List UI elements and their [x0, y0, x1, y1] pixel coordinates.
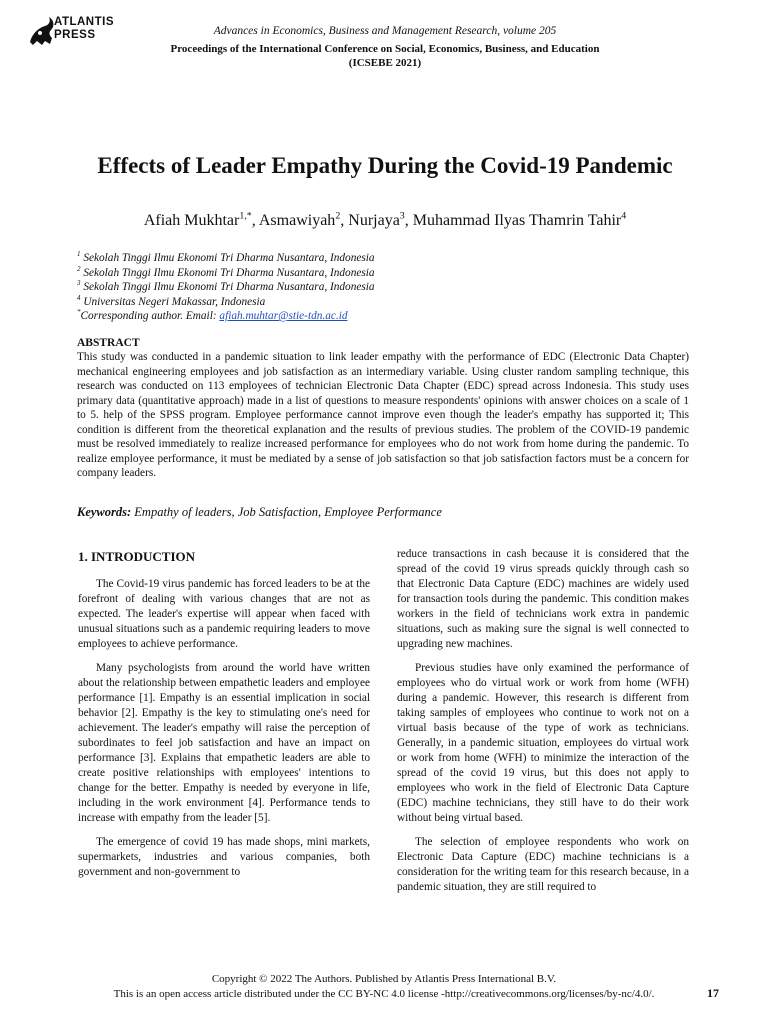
- affiliation-text: Sekolah Tinggi Ilmu Ekonomi Tri Dharma Nusantara, Indonesia: [83, 266, 375, 279]
- journal-name: Advances in Economics, Business and Management Research, volume 205: [213, 25, 557, 37]
- affiliation-mark: 2: [77, 264, 81, 273]
- paragraph: The selection of employee respondents who work on Electronic Data Capture (EDC) machine technicians is a consideration for the writing team for this research because, in a pandemic situation, they are still required to: [397, 836, 689, 893]
- author-separator: ,: [251, 212, 259, 229]
- abstract-text: This study was conducted in a pandemic situation to link leader empathy with the performance of EDC (Electronic Data Chapter) mechanical engineering employees and job satisfaction as an intermediary variable. Using cluster random sampling technique, this research was conducted on 113 employees of technician Electronic Data Chapter (EDC) spread across Indonesia. This study uses primary data (quantitative approach) made in a list of questions to measure respondents' opinions with answer choices on a scale of 1 to 5. help of the SPSS program. Employee performance cannot improve even though the leader's empathy has supported it; This condition is different from the theoretical explanation and the results of previous studies. The problem of the COVID-19 pandemic must be resolved immediately to realize increased performance for employees who do not work from home during the pandemic. To realize employee performance, it must be mediated by a sense of job satisfaction so that job satisfaction factors must be a concern for company leaders.: [77, 351, 689, 479]
- affiliation-text: Sekolah Tinggi Ilmu Ekonomi Tri Dharma Nusantara, Indonesia: [83, 252, 375, 264]
- keywords-text: Empathy of leaders, Job Satisfaction, Employee Performance: [131, 505, 442, 519]
- author-name: Muhammad Ilyas Thamrin Tahir: [412, 212, 622, 229]
- logo-text: [54, 16, 114, 42]
- affiliation-mark: 3: [77, 279, 81, 288]
- affiliation-mark: 1: [77, 250, 81, 259]
- corresponding-author: [77, 309, 375, 324]
- corresponding-mark: *: [77, 308, 81, 317]
- author-list: [40, 212, 730, 230]
- paragraph: Many psychologists from around the world have written about the relationship between empathetic leaders and employee performance [1]. Empathy is an essential implication in social behavior [2]. Empathy is the key to stimulating one's need for achievement. The leader's empathy will raise the perception of subordinates to feel job satisfaction and have an impact on performance [3]. Explains that empathetic leaders are able to create positive relationships with employees' intentions to change for the better. Empathy is needed by everyone in life, including in the work environment [4]. Performance tends to increase with empathy from the leader [5].: [78, 662, 370, 824]
- keywords: [77, 505, 442, 520]
- author-name: Asmawiyah: [258, 212, 336, 229]
- affiliation-item: [77, 295, 375, 310]
- page-footer: [60, 972, 708, 1001]
- author-separator: ,: [404, 212, 413, 229]
- keywords-label: Keywords:: [77, 505, 132, 519]
- proceedings-title: Proceedings of the International Conference on Social, Economics, Business, and Education (ICSEBE 2021): [170, 43, 600, 69]
- body-column-left: [78, 547, 370, 889]
- author-affil-mark: 4: [621, 210, 627, 222]
- logo-line-1: ATLANTIS: [54, 16, 115, 28]
- abstract-heading: ABSTRACT: [77, 337, 140, 349]
- paper-title: Effects of Leader Empathy During the Covid-19 Pandemic: [97, 153, 673, 178]
- corresponding-email-link[interactable]: afiah.muhtar@stie-tdn.ac.id: [219, 310, 348, 322]
- paragraph: The emergence of covid 19 has made shops, mini markets, supermarkets, industries and various companies, both government and non-government to: [78, 836, 370, 878]
- author-affil-mark: 2: [335, 210, 341, 222]
- corresponding-label: Corresponding author. Email:: [80, 310, 220, 322]
- affiliation-item: [77, 280, 375, 295]
- paragraph: reduce transactions in cash because it is considered that the spread of the covid 19 virus spreads quickly through cash so that Electronic Data Capture (EDC) machines are widely used for transaction tools during the pandemic. This condition makes workers in the field of technicians work extra in pandemic situations, such as making sure the signal is well connected to upgrading new machines.: [397, 548, 689, 650]
- author-separator: ,: [340, 212, 349, 229]
- author-name: Nurjaya: [348, 212, 400, 229]
- logo-line-2: PRESS: [54, 29, 96, 41]
- author-name: Afiah Mukhtar: [143, 212, 240, 229]
- affiliation-text: Universitas Negeri Makassar, Indonesia: [83, 295, 266, 308]
- affiliations: [77, 251, 375, 324]
- affiliation-text: Sekolah Tinggi Ilmu Ekonomi Tri Dharma Nusantara, Indonesia: [83, 281, 375, 293]
- copyright-line: Copyright © 2022 The Authors. Published by Atlantis Press International B.V.: [211, 973, 557, 985]
- license-line: This is an open access article distributed under the CC BY-NC 4.0 license -http://creativecommons.org/licenses/by-nc/4.0/.: [113, 987, 655, 1000]
- author-affil-mark: 3: [399, 210, 405, 222]
- page-number: 17: [707, 986, 719, 1000]
- affiliation-mark: 4: [77, 293, 81, 302]
- paragraph: The Covid-19 virus pandemic has forced leaders to be at the forefront of dealing with various changes that are not as expected. The leader's expertise will appear when faced with unusual situations such as a pandemic requiring leaders to move employees to achieve performance.: [78, 578, 370, 650]
- author-affil-mark: 1,*: [239, 210, 252, 222]
- paragraph: Previous studies have only examined the performance of employees who do virtual work or work from home (WFH) during a pandemic. However, this research is different from taking samples of employees who continue to work not on a virtual basis because of the type of work as technicians. Generally, in a pandemic situation, employees do virtual work or work from home (WFH) to minimize the interaction of the spread of the covid 19 virus, but this does not apply to employees who work in the field of Electronic Data Capture (EDC) machine technicians, they still have to do their work without being virtual based.: [397, 662, 689, 824]
- section-heading-introduction: 1. INTRODUCTION: [78, 549, 196, 564]
- affiliation-item: [77, 266, 375, 281]
- body-column-right: [397, 547, 689, 904]
- affiliation-item: [77, 251, 375, 266]
